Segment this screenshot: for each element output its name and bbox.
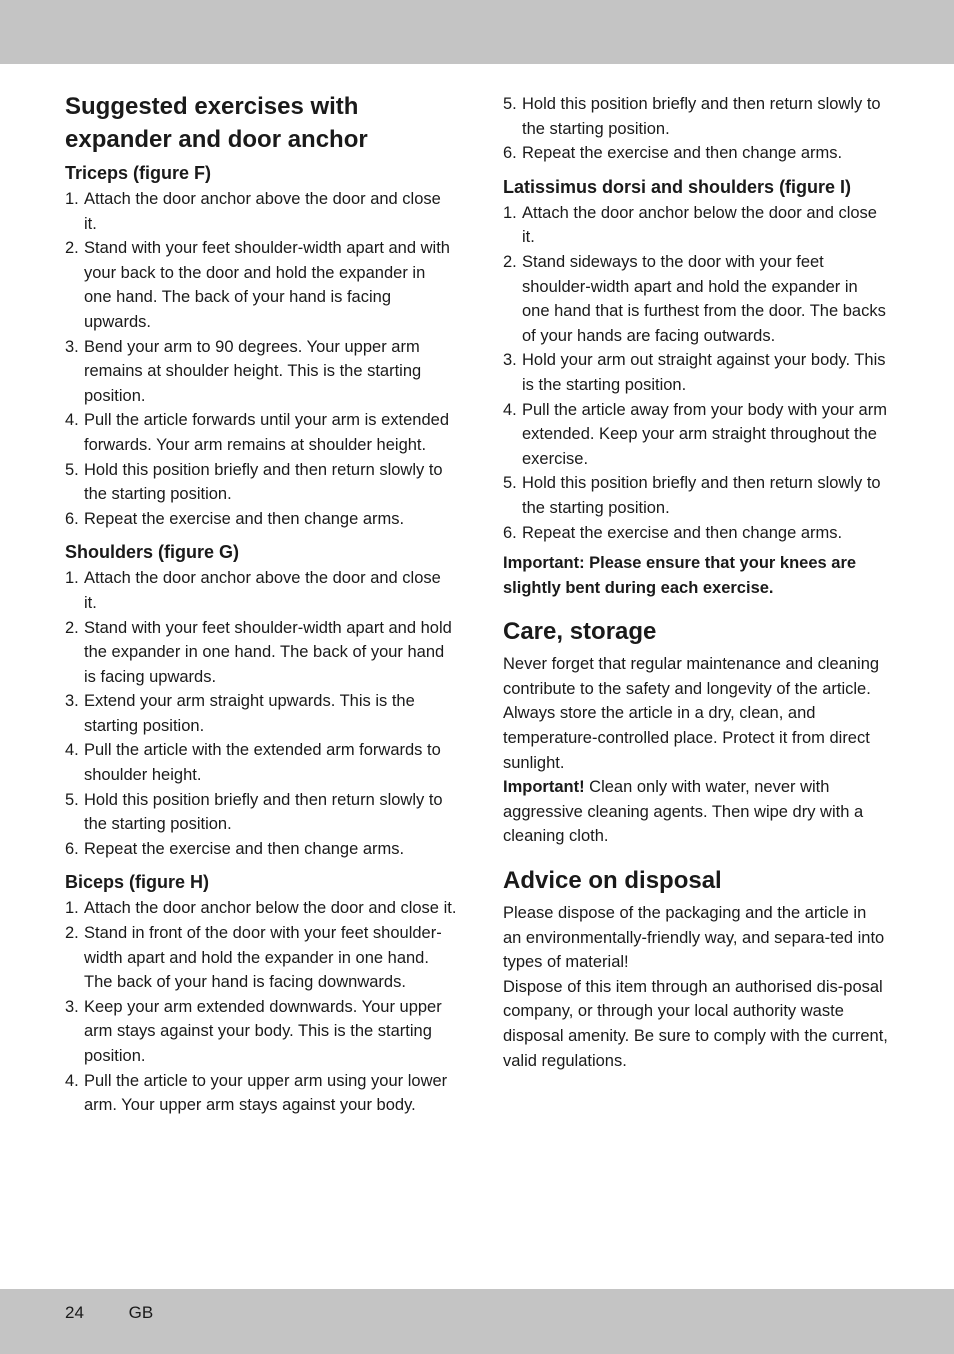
list-item: 1. Attach the door anchor below the door and close it. [503, 203, 877, 247]
list-item: 3. Bend your arm to 90 degrees. Your upper arm remains at shoulder height. This is the starting position. [65, 337, 422, 405]
important-label: Important! [503, 778, 585, 797]
shoulders-heading: Shoulders (figure G) [65, 542, 240, 563]
list-item: 4. Pull the article with the extended arm forwards to shoulder height. [65, 741, 441, 785]
page-footer [65, 1303, 153, 1323]
list-item: 6. Repeat the exercise and then change arms. [503, 523, 843, 542]
list-item: 4. Pull the article forwards until your arm is extended forwards. Your arm remains at shoulder height. [65, 411, 449, 454]
shoulders-steps [65, 566, 457, 861]
triceps-steps [65, 187, 457, 531]
list-item: 2. Stand sideways to the door with your feet shoulder-width apart and hold the expander in one hand that is furthest from the door. The backs of your hands are facing outwards. [503, 252, 886, 345]
list-item: 4. Pull the article to your upper arm using your lower arm. Your upper arm stays against your body. [65, 1071, 448, 1115]
list-item: 2. Stand with your feet shoulder-width apart and hold the expander in one hand. The back of your hand is facing upwards. [65, 618, 452, 686]
list-item: 6. Repeat the exercise and then change arms. [65, 509, 405, 528]
list-item: 3. Extend your arm straight upwards. This is the starting position. [65, 692, 415, 735]
page-title: Suggested exercises with expander and door anchor [65, 93, 368, 153]
biceps-heading: Biceps (figure H) [65, 872, 210, 893]
list-item: 6. Repeat the exercise and then change arms. [65, 839, 405, 858]
care-paragraph-1: Never forget that regular maintenance and cleaning contribute to the safety and longevity of the article. [503, 655, 880, 698]
list-item: 4. Pull the article away from your body with your arm extended. Keep your arm straight throughout the exercise. [503, 400, 887, 468]
list-item: 5. Hold this position briefly and then return slowly to the starting position. [503, 95, 881, 138]
biceps-steps [65, 896, 457, 1117]
disposal-heading: Advice on disposal [503, 867, 722, 895]
latissimus-heading: Latissimus dorsi and shoulders (figure I) [503, 176, 852, 197]
right-column [503, 92, 888, 1073]
list-item: 5. Hold this position briefly and then return slowly to the starting position. [503, 474, 881, 517]
disposal-paragraph-2: Dispose of this item through an authorised dis-posal company, or through your local authority waste disposal amenity. Be sure to comply with the current, valid regulations. [503, 977, 888, 1070]
header-band [0, 0, 954, 64]
triceps-heading: Triceps (figure F) [65, 163, 212, 183]
list-item: 6. Repeat the exercise and then change arms. [503, 144, 843, 163]
list-item: 1. Attach the door anchor below the door and close it. [65, 899, 457, 918]
list-item: 2. Stand in front of the door with your feet shoulder-width apart and hold the expander in one hand. The back of your hand is facing downwards. [65, 924, 442, 992]
important-text: Clean only with water, never with aggressive cleaning agents. Then wipe dry with a cleaning cloth. [503, 778, 864, 846]
care-paragraph-2: Always store the article in a dry, clean, and temperature-controlled place. Protect it from direct sunlight. [503, 704, 870, 772]
list-item: 1. Attach the door anchor above the door and close it. [65, 569, 441, 612]
disposal-paragraph-1: Please dispose of the packaging and the article in an environmentally-friendly way, and separa-ted into types of material! [503, 904, 885, 972]
list-item: 3. Hold your arm out straight against your body. This is the starting position. [503, 351, 886, 394]
care-paragraph-3 [503, 775, 888, 849]
language-code: GB [128, 1303, 154, 1322]
list-item: 3. Keep your arm extended downwards. Your upper arm stays against your body. This is the starting position. [65, 997, 442, 1065]
list-item: 5. Hold this position briefly and then return slowly to the starting position. [65, 460, 443, 504]
important-note: Important: Please ensure that your knees are slightly bent during each exercise. [503, 554, 857, 597]
list-item: 5. Hold this position briefly and then return slowly to the starting position. [65, 790, 443, 834]
list-item: 1. Attach the door anchor above the door and close it. [65, 190, 441, 233]
care-heading: Care, storage [503, 618, 657, 646]
list-item: 2. Stand with your feet shoulder-width apart and with your back to the door and hold the expander in one hand. The back of your hand is facing upwards. [65, 239, 450, 331]
biceps-steps-continued [503, 92, 888, 166]
latissimus-steps [503, 201, 888, 545]
page-number: 24 [65, 1303, 84, 1322]
left-column [65, 90, 457, 1118]
